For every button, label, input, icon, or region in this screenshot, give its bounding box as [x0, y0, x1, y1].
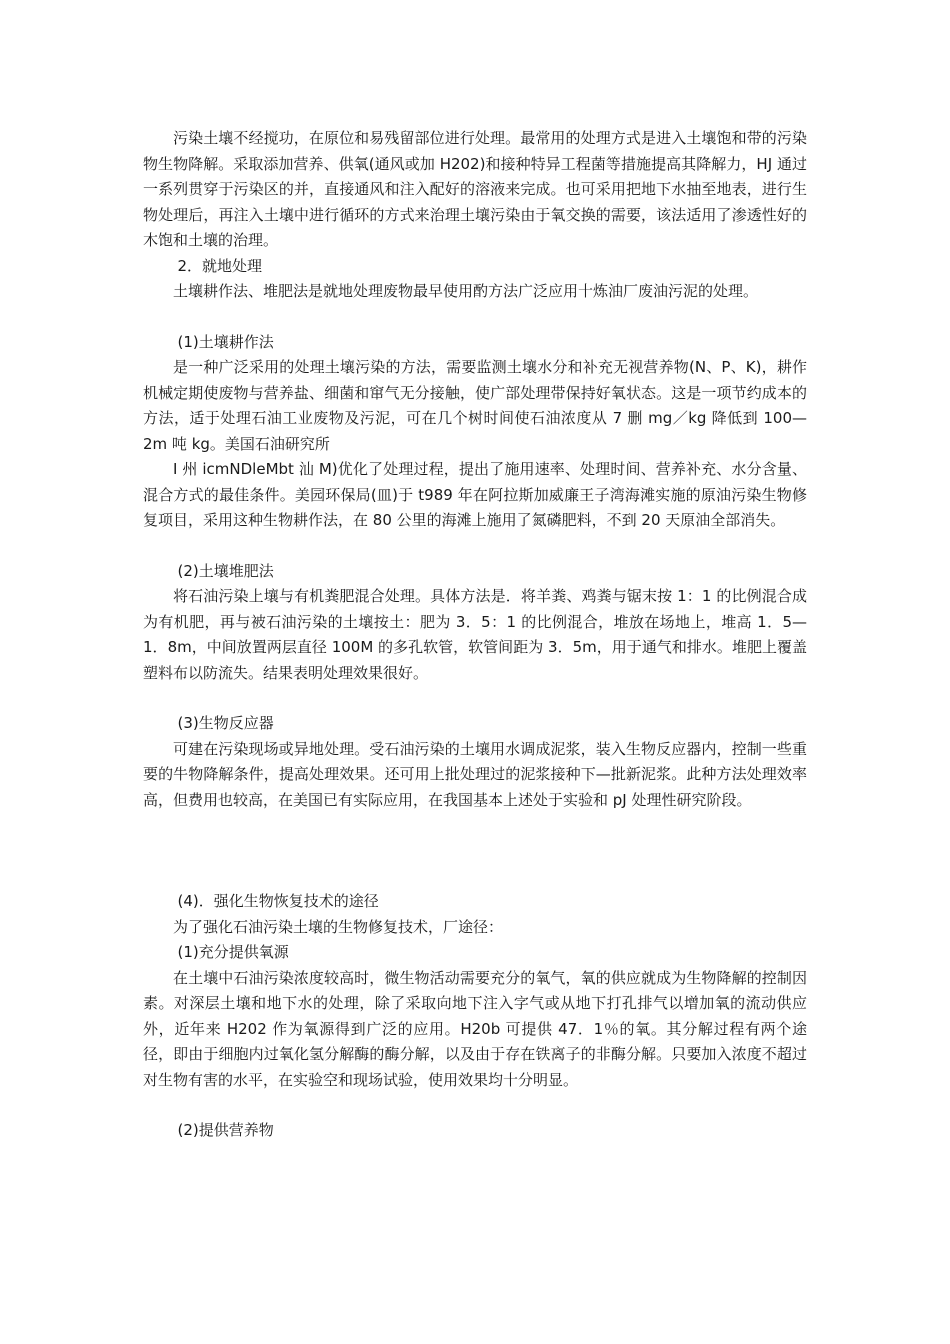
heading-on-site-treatment: 2．就地处理: [177, 256, 263, 275]
document-body: [143, 126, 807, 1144]
paragraph-on-site-intro: 土壤耕作法、堆肥法是就地处理废物最早使用酌方法广泛应用十炼油厂废油污泥的处理。: [173, 282, 759, 300]
spacer: [143, 813, 807, 889]
heading-oxygen-source: (1)充分提供氧源: [177, 943, 289, 961]
spacer: [143, 305, 807, 330]
paragraph-land-tillage-cont: I 州 icmNDleMbt 汕 M)优化了处理过程，提出了施用速率、处理时间、营养补充、水分含量、混合方式的最佳条件。美园环保局(皿)于 t989 年在阿拉斯加威廉王子湾海滩实施的原油污染生物修复项目，采用这种生物耕作法，在 80 公里的海滩上施用了氮磷肥料，不到 20 天原油全部消失。: [143, 460, 807, 529]
heading-bioreactor: (3)生物反应器: [177, 714, 274, 732]
paragraph-land-tillage: 是一种广泛采用的处理土壤污染的方法，需要监测土壤水分和补充无视营养物(N、P、K)，耕作机械定期使废物与营养盐、细菌和窜气无分接触，使广部处理带保持好氧状态。这是一项节约成本的方法，适于处理石油工业废物及污泥，可在几个树时间使石油浓度从 7 删 mg／kg 降低到 100—2m 吨 kg。美国石油研究所: [143, 358, 807, 453]
heading-nutrients: (2)提供营养物: [177, 1121, 274, 1139]
spacer: [143, 1093, 807, 1118]
paragraph-enhanced-intro: 为了强化石油污染土壤的生物修复技术，厂途径：: [173, 917, 504, 936]
paragraph-oxygen-source: 在土壤中石油污染浓度较高时，微生物活动需要充分的氧气，氧的供应就成为生物降解的控制因素。对深层土壤和地下水的处理，除了采取向地下注入字气或从地下打孔排气以增加氧的流动供应外，近年来 H202 作为氧源得到广泛的应用。H20b 可提供 47．1％的氧。其分解过程有两个途径，即由于细胞内过氧化氢分解酶的酶分解，以及由于存在铁离子的非酶分解。只要加入浓度不超过对生物有害的水平，在实验空和现场试验，使用效果均十分明显。: [143, 968, 807, 1089]
paragraph-in-situ: 污染土壤不经搅功，在原位和易残留部位进行处理。最常用的处理方式是进入土壤饱和带的污染物生物降解。采取添加营养、供氧(通风或加 H202)和接种特异工程菌等措施提高其降解力，HJ 通过一系列贯穿于污染区的并，直接通风和注入配好的溶液来完成。也可采用把地下水抽至地表，进行生物处理后，再注入土壤中进行循环的方式来治理土壤污染由于氧交换的需要，该法适用了渗透性好的木饱和土壤的治理。: [143, 129, 807, 249]
paragraph-bioreactor: 可建在污染现场或异地处理。受石油污染的土壤用水调成泥浆，装入生物反应器内，控制一些重要的牛物降解条件，提高处理效果。还可用上批处理过的泥浆接种下—批新泥浆。此种方法处理效率高，但费用也较高，在美国已有实际应用，在我国基本上述处于实验和 pJ 处理性研究阶段。: [143, 739, 807, 809]
spacer: [143, 686, 807, 711]
heading-enhanced-bioremediation: (4)．强化生物恢复技术的途径: [177, 892, 379, 910]
heading-land-tillage: (1)土壤耕作法: [177, 332, 274, 351]
spacer: [143, 534, 807, 559]
paragraph-composting: 将石油污染上壤与有机粪肥混合处理。具体方法是．将羊粪、鸡粪与锯末按 1：1 的比例混合成为有机肥，再与被石油污染的土壤按土：肥为 3．5：1 的比例混合，堆放在场地上，堆高 1．5—1．8m，中间放置两层直径 100M 的多孔软管，软管间距为 3．5m，用于通气和排水。堆肥上覆盖塑料布以防流失。结果表明处理效果很好。: [143, 587, 807, 682]
heading-composting: (2)土壤堆肥法: [177, 561, 274, 580]
